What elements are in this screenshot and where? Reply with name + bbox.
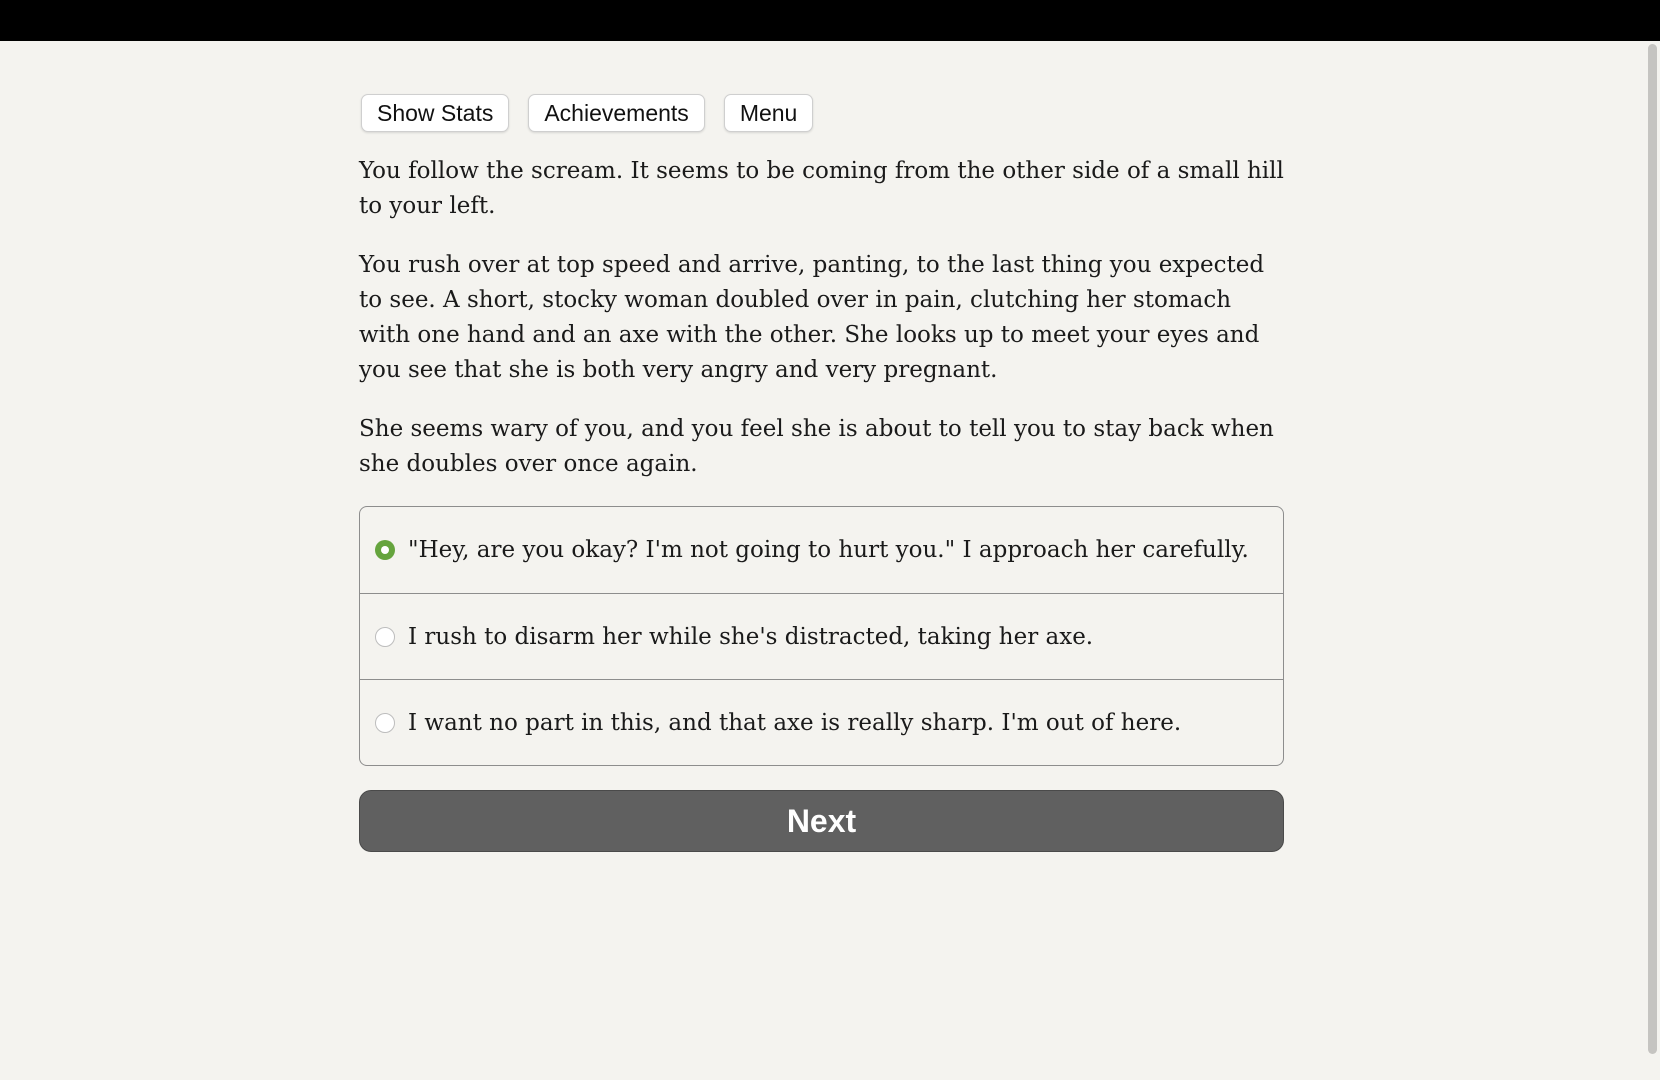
browser-top-bar [0, 0, 1660, 41]
next-button[interactable]: Next [359, 790, 1284, 852]
passage-paragraph: She seems wary of you, and you feel she is about to tell you to stay back when she doubles over once again. [359, 416, 1274, 477]
choice-label: I rush to disarm her while she's distracted, taking her axe. [408, 623, 1094, 650]
passage-paragraph: You follow the scream. It seems to be coming from the other side of a small hill to your left. [359, 158, 1284, 219]
radio-button-icon[interactable] [375, 713, 395, 733]
radio-button-icon[interactable] [375, 540, 395, 560]
passage-paragraph: You rush over at top speed and arrive, panting, to the last thing you expected to see. A short, stocky woman doubled over in pain, clutching her stomach with one hand and an axe with the other. She looks up to meet your eyes and you see that she is both very angry and very pregnant. [359, 252, 1265, 383]
choice-list [359, 506, 1284, 766]
choice-option-3[interactable] [360, 679, 1283, 765]
show-stats-button[interactable]: Show Stats [361, 94, 509, 132]
achievements-button[interactable]: Achievements [528, 94, 704, 132]
story-passage [359, 154, 1284, 482]
choice-option-2[interactable] [360, 593, 1283, 679]
menu-button[interactable]: Menu [724, 94, 814, 132]
choice-label: "Hey, are you okay? I'm not going to hurt you." I approach her carefully. [408, 537, 1249, 563]
toolbar [361, 94, 1284, 132]
radio-button-icon[interactable] [375, 627, 395, 647]
game-container [359, 94, 1284, 852]
choice-option-1[interactable] [360, 507, 1283, 593]
scrollbar-thumb[interactable] [1648, 44, 1657, 1054]
choice-label: I want no part in this, and that axe is really sharp. I'm out of here. [408, 709, 1182, 736]
